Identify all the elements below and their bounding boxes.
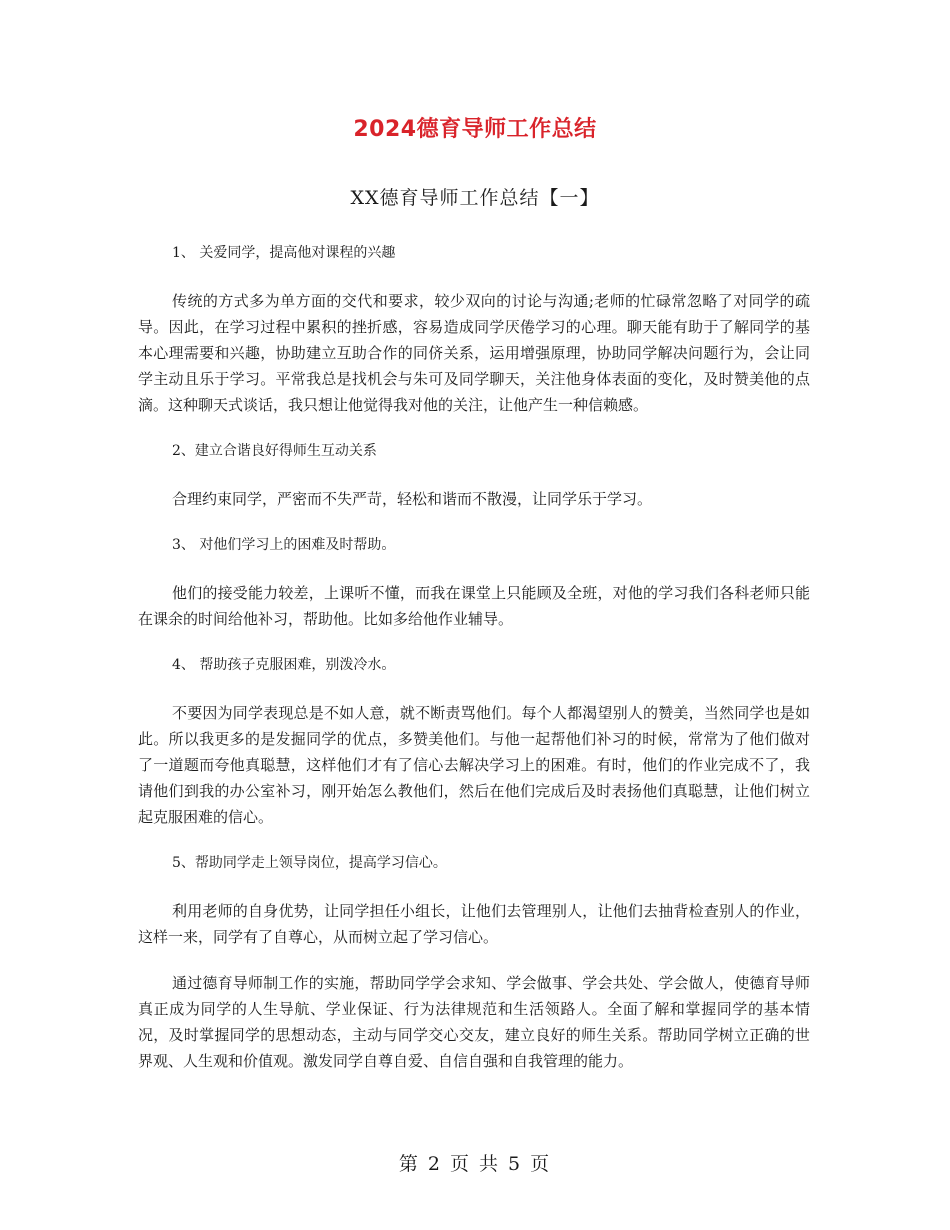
document-subtitle: XX德育导师工作总结【一】 [350, 187, 600, 209]
section-heading: 1、 关爱同学，提高他对课程的兴趣 [172, 245, 396, 261]
section-heading: 2、建立合谐良好得师生互动关系 [172, 443, 377, 459]
paragraph: 传统的方式多为单方面的交代和要求，较少双向的讨论与沟通;老师的忙碌常忽略了对同学的疏导。因此，在学习过程中累积的挫折感，容易造成同学厌倦学习的心理。聊天能有助于了解同学的基本心理需要和兴趣，协助建立互助合作的同侪关系，运用增强原理，协助同学解决问题行为，会让同学主动且乐于学习。平常我总是找机会与朱可及同学聊天，关注他身体表面的变化，及时赞美他的点滴。这种聊天式谈话，我只想让他觉得我对他的关注，让他产生一种信赖感。 [138, 292, 810, 414]
paragraph: 利用老师的自身优势，让同学担任小组长，让他们去管理别人，让他们去抽背检查别人的作业，这样一来，同学有了自尊心，从而树立起了学习信心。 [138, 902, 810, 946]
section [138, 652, 810, 830]
document-title: 2024德育导师工作总结 [353, 117, 597, 142]
section-heading: 3、 对他们学习上的困难及时帮助。 [172, 537, 396, 553]
section-heading: 4、 帮助孩子克服困难，别泼冷水。 [172, 657, 396, 673]
paragraph: 通过德育导师制工作的实施，帮助同学学会求知、学会做事、学会共处、学会做人，使德育导师真正成为同学的人生导航、学业保证、行为法律规范和生活领路人。全面了解和掌握同学的基本情况，及时掌握同学的思想动态，主动与同学交心交友，建立良好的师生关系。帮助同学树立正确的世界观、人生观和价值观。激发同学自尊自爱、自信自强和自我管理的能力。 [138, 974, 810, 1070]
section [138, 240, 810, 418]
page-number: 第 2 页 共 5 页 [398, 1153, 552, 1175]
document-body [138, 240, 810, 1094]
paragraph: 合理约束同学，严密而不失严苛，轻松和谐而不散漫，让同学乐于学习。 [172, 490, 653, 508]
section [138, 850, 810, 1074]
section [138, 438, 810, 512]
paragraph: 他们的接受能力较差，上课听不懂，而我在课堂上只能顾及全班，对他的学习我们各科老师只能在课余的时间给他补习，帮助他。比如多给他作业辅导。 [138, 584, 810, 628]
section-heading: 5、帮助同学走上领导岗位，提高学习信心。 [172, 855, 447, 871]
paragraph: 不要因为同学表现总是不如人意，就不断责骂他们。每个人都渴望别人的赞美，当然同学也是如此。所以我更多的是发掘同学的优点，多赞美他们。与他一起帮他们补习的时候，常常为了他们做对了一道题而夸他真聪慧，这样他们才有了信心去解决学习上的困难。有时，他们的作业完成不了，我请他们到我的办公室补习，刚开始怎么教他们，然后在他们完成后及时表扬他们真聪慧，让他们树立起克服困难的信心。 [138, 704, 810, 826]
section [138, 532, 810, 632]
